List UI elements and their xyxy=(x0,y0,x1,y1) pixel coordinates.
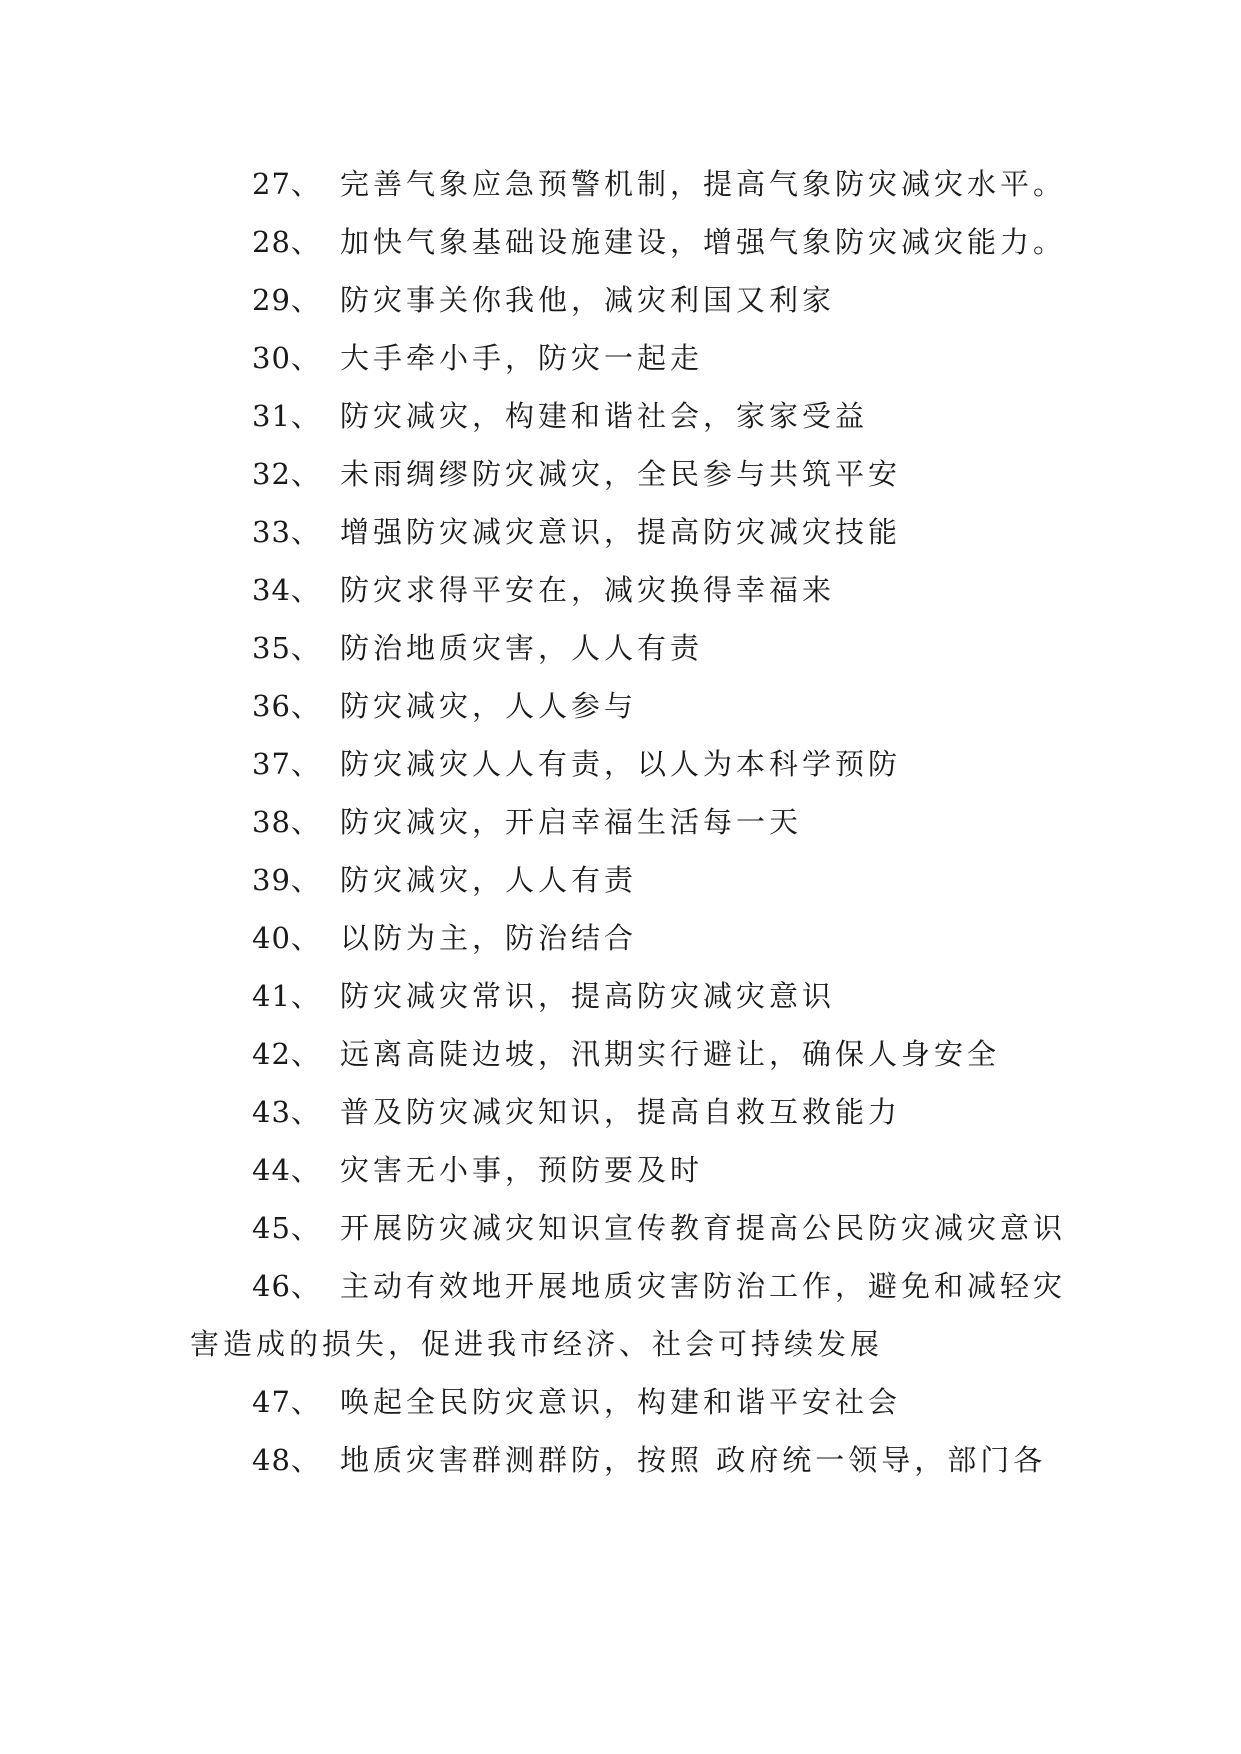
item-text: 完善气象应急预警机制，提高气象防灾减灾水平。 xyxy=(340,167,1067,201)
list-item xyxy=(190,1373,1070,1431)
list-item xyxy=(190,909,1070,967)
list-item xyxy=(190,677,1070,735)
item-text: 远离高陡边坡，汛期实行避让，确保人身安全 xyxy=(340,1037,1001,1071)
item-number: 48、 xyxy=(252,1443,321,1477)
list-item xyxy=(190,561,1070,619)
list-item xyxy=(190,619,1070,677)
item-text: 大手牵小手，防灾一起走 xyxy=(340,341,704,375)
item-text: 地质灾害群测群防，按照 政府统一领导，部门各 xyxy=(340,1443,1047,1477)
item-text: 防灾减灾，构建和谐社会，家家受益 xyxy=(340,399,869,433)
item-number: 29、 xyxy=(252,283,321,317)
item-text: 防治地质灾害，人人有责 xyxy=(340,631,704,665)
list-item xyxy=(190,1141,1070,1199)
list-item xyxy=(190,271,1070,329)
item-number: 27、 xyxy=(252,167,321,201)
item-text: 主动有效地开展地质灾害防治工作，避免和减轻灾害造成的损失，促进我市经济、社会可持续发展 xyxy=(190,1269,1067,1361)
item-number: 46、 xyxy=(252,1269,321,1303)
list-item xyxy=(190,1257,1070,1373)
list-item xyxy=(190,213,1070,271)
item-text: 开展防灾减灾知识宣传教育提高公民防灾减灾意识 xyxy=(340,1211,1067,1245)
item-text: 防灾减灾常识，提高防灾减灾意识 xyxy=(340,979,836,1013)
item-number: 35、 xyxy=(252,631,321,665)
item-text: 灾害无小事，预防要及时 xyxy=(340,1153,704,1187)
item-text: 加快气象基础设施建设，增强气象防灾减灾能力。 xyxy=(340,225,1067,259)
list-item xyxy=(190,793,1070,851)
item-number: 36、 xyxy=(252,689,321,723)
item-text: 防灾减灾，开启幸福生活每一天 xyxy=(340,805,803,839)
item-text: 唤起全民防灾意识，构建和谐平安社会 xyxy=(340,1385,902,1419)
list-item xyxy=(190,851,1070,909)
list-item xyxy=(190,735,1070,793)
list-item xyxy=(190,1199,1070,1257)
list-item xyxy=(190,1431,1070,1489)
list-item xyxy=(190,329,1070,387)
item-number: 38、 xyxy=(252,805,321,839)
list-item xyxy=(190,1025,1070,1083)
item-text: 未雨绸缪防灾减灾，全民参与共筑平安 xyxy=(340,457,902,491)
item-text: 防灾求得平安在，减灾换得幸福来 xyxy=(340,573,836,607)
item-number: 47、 xyxy=(252,1385,321,1419)
list-item xyxy=(190,1083,1070,1141)
item-number: 43、 xyxy=(252,1095,321,1129)
item-number: 30、 xyxy=(252,341,321,375)
item-text: 防灾减灾人人有责，以人为本科学预防 xyxy=(340,747,902,781)
item-number: 32、 xyxy=(252,457,321,491)
item-text: 防灾事关你我他，减灾利国又利家 xyxy=(340,283,836,317)
item-number: 44、 xyxy=(252,1153,321,1187)
item-number: 42、 xyxy=(252,1037,321,1071)
item-text: 增强防灾减灾意识，提高防灾减灾技能 xyxy=(340,515,902,549)
item-number: 45、 xyxy=(252,1211,321,1245)
item-number: 28、 xyxy=(252,225,321,259)
item-text: 防灾减灾，人人参与 xyxy=(340,689,638,723)
item-number: 34、 xyxy=(252,573,321,607)
item-text: 防灾减灾，人人有责 xyxy=(340,863,638,897)
list-item xyxy=(190,155,1070,213)
document-body xyxy=(190,155,1070,1489)
item-text: 普及防灾减灾知识，提高自救互救能力 xyxy=(340,1095,902,1129)
item-number: 40、 xyxy=(252,921,321,955)
item-number: 33、 xyxy=(252,515,321,549)
list-item xyxy=(190,387,1070,445)
item-number: 39、 xyxy=(252,863,321,897)
item-text: 以防为主，防治结合 xyxy=(340,921,638,955)
list-item xyxy=(190,503,1070,561)
list-item xyxy=(190,445,1070,503)
item-number: 37、 xyxy=(252,747,321,781)
list-item xyxy=(190,967,1070,1025)
item-number: 41、 xyxy=(252,979,321,1013)
item-number: 31、 xyxy=(252,399,321,433)
